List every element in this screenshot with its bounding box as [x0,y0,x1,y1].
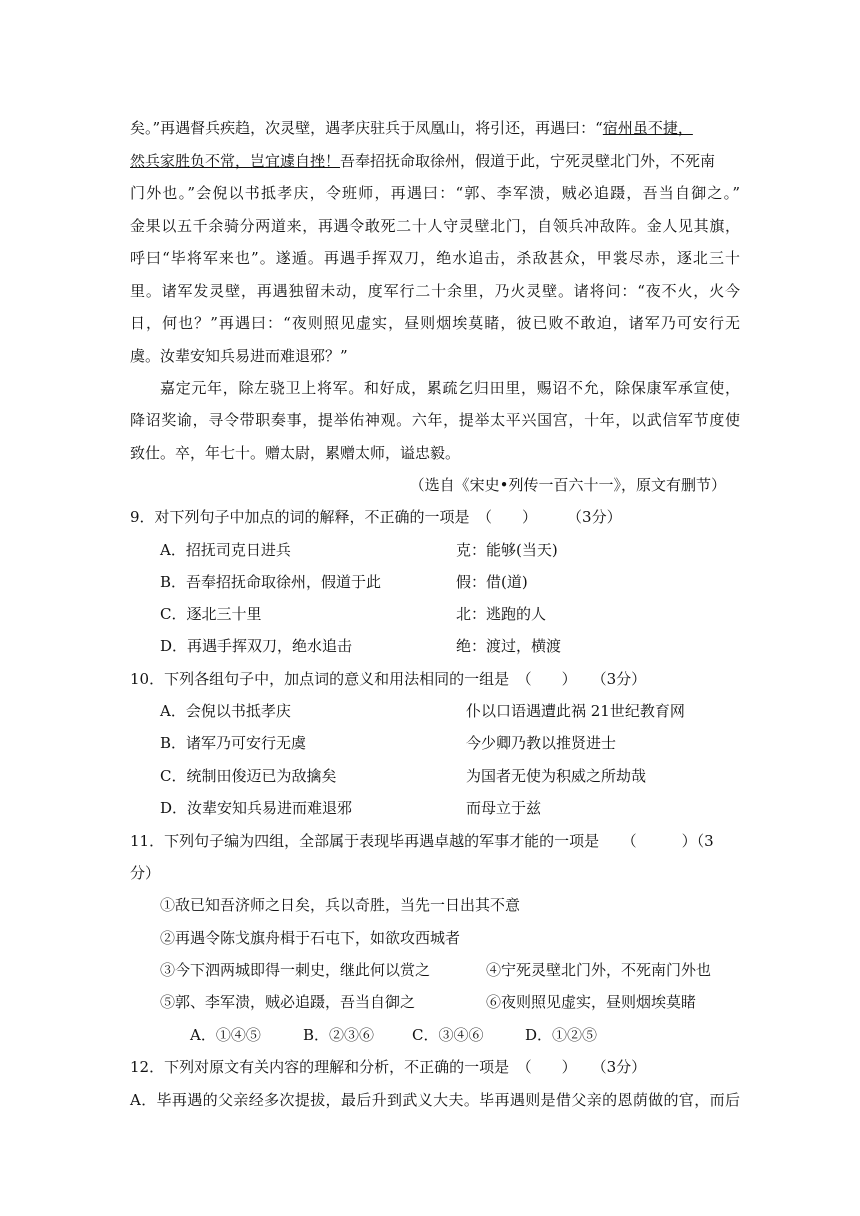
option-text: B．吾奉招抚命取徐州，假道于此 [160,573,382,591]
option-compare: 而母立于兹 [466,799,542,817]
option-text: C．逐北三十里 [160,605,262,623]
question-12-option-a: A．毕再遇的父亲经多次提拔，最后升到武义大夫。毕再遇则是借父亲的恩荫做的官，而后 [130,1091,740,1109]
option-gloss: 绝：渡过，横渡 [456,637,562,655]
option-gloss: 假：借(道) [456,573,528,591]
underlined-sentence: 然兵家胜负不常，岂宜遽自挫！ [130,152,341,170]
option-compare: 仆以口语遇遭此祸 21世纪教育网 [466,702,685,720]
option-text: D．汝辈安知兵易进而难退邪 [160,799,353,817]
option-gloss: 克：能够(当天) [456,541,558,559]
passage-line-4: 金果以五千余骑分两道来，再遇令敢死二十人守灵壁北门，自领兵冲敌阵。金人见其旗， [130,217,740,235]
item-text: ⑤郭、李军溃，贼必追蹑，吾当自御之 [160,993,416,1011]
choice-b: B．②③⑥ [303,1026,375,1044]
passage-line-3: 门外也。”会倪以书抵孝庆，令班师，再遇曰：“郭、李军溃，贼必追蹑，吾当自御之。” [130,184,740,202]
passage-line-8: 虞。汝辈安知兵易进而难退邪？” [130,347,348,365]
passage-text: 矣。”再遇督兵疾趋，次灵壁，遇孝庆驻兵于凤凰山，将引还，再遇曰：“ [130,119,603,137]
item-text: ④宁死灵壁北门外，不死南门外也 [486,961,712,979]
passage-source: （选自《宋史•列传一百六十一》，原文有删节） [409,476,726,494]
passage-line-5: 呼曰“毕将军来也”。遂遁。再遇手挥双刀，绝水追击，杀敌甚众，甲裳尽赤，逐北三十 [130,249,740,267]
option-text: A．招抚司克日进兵 [160,541,291,559]
question-11-stem: 11．下列句子编为四组，全部属于表现毕再遇卓越的军事才能的一项是 （ ）（3 [130,832,714,850]
option-compare: 今少卿乃教以推贤进士 [466,734,617,752]
choice-c: C．③④⑥ [412,1026,484,1044]
option-text: A．会倪以书抵孝庆 [160,702,291,720]
item-text: ③今下泗两城即得一刺史，继此何以赏之 [160,961,431,979]
item-text: ②再遇令陈戈旗舟楫于石屯下，如欲攻西城者 [160,929,461,947]
choice-a: A．①④⑤ [190,1026,261,1044]
item-text: ⑥夜则照见虚实，昼则烟埃莫睹 [486,993,697,1011]
passage-line-6: 里。诸军发灵壁，再遇独留未动，度军行二十余里，乃火灵壁。诸将问：“夜不火，火今 [130,282,740,300]
passage-line-9: 嘉定元年，除左骁卫上将军。和好成，累疏乞归田里，赐诏不允，除保康军承宣使， [160,379,740,397]
option-gloss: 北：逃跑的人 [456,605,547,623]
underlined-sentence: 宿州虽不捷， [602,119,693,137]
passage-line-10: 降诏奖谕，寻令带职奏事，提举佑神观。六年，提举太平兴国宫，十年，以武信军节度使 [130,411,740,429]
option-text: B．诸军乃可安行无虞 [160,734,307,752]
question-11-stem-cont: 分） [130,864,161,882]
passage-line-7: 日，何也？”再遇曰：“夜则照见虚实，昼则烟埃莫睹，彼已败不敢迫，诸军乃可安行无 [130,314,740,332]
choice-d: D．①②⑤ [525,1026,598,1044]
item-text: ①敌已知吾济师之日矣，兵以奇胜，当先一日出其不意 [160,896,521,914]
question-10-stem: 10．下列各组句子中，加点词的意义和用法相同的一组是 （ ） （3分） [130,670,647,688]
passage-line-11: 致仕。卒，年七十。赠太尉，累赠太师，谥忠毅。 [130,444,461,462]
option-text: D．再遇手挥双刀，绝水追击 [160,637,353,655]
passage-text: 吾奉招抚命取徐州，假道于此，宁死灵壁北门外，不死南 [340,152,716,170]
option-compare: 为国者无使为积威之所劫哉 [466,767,647,785]
passage-line-1 [130,118,740,138]
question-12-stem: 12．下列对原文有关内容的理解和分析，不正确的一项是 （ ） （3分） [130,1058,647,1076]
passage-line-2 [130,151,740,171]
option-text: C．统制田俊迈已为敌擒矣 [160,767,337,785]
question-9-stem: 9．对下列句子中加点的词的解释，不正确的一项是 （ ） （3分） [130,508,622,526]
